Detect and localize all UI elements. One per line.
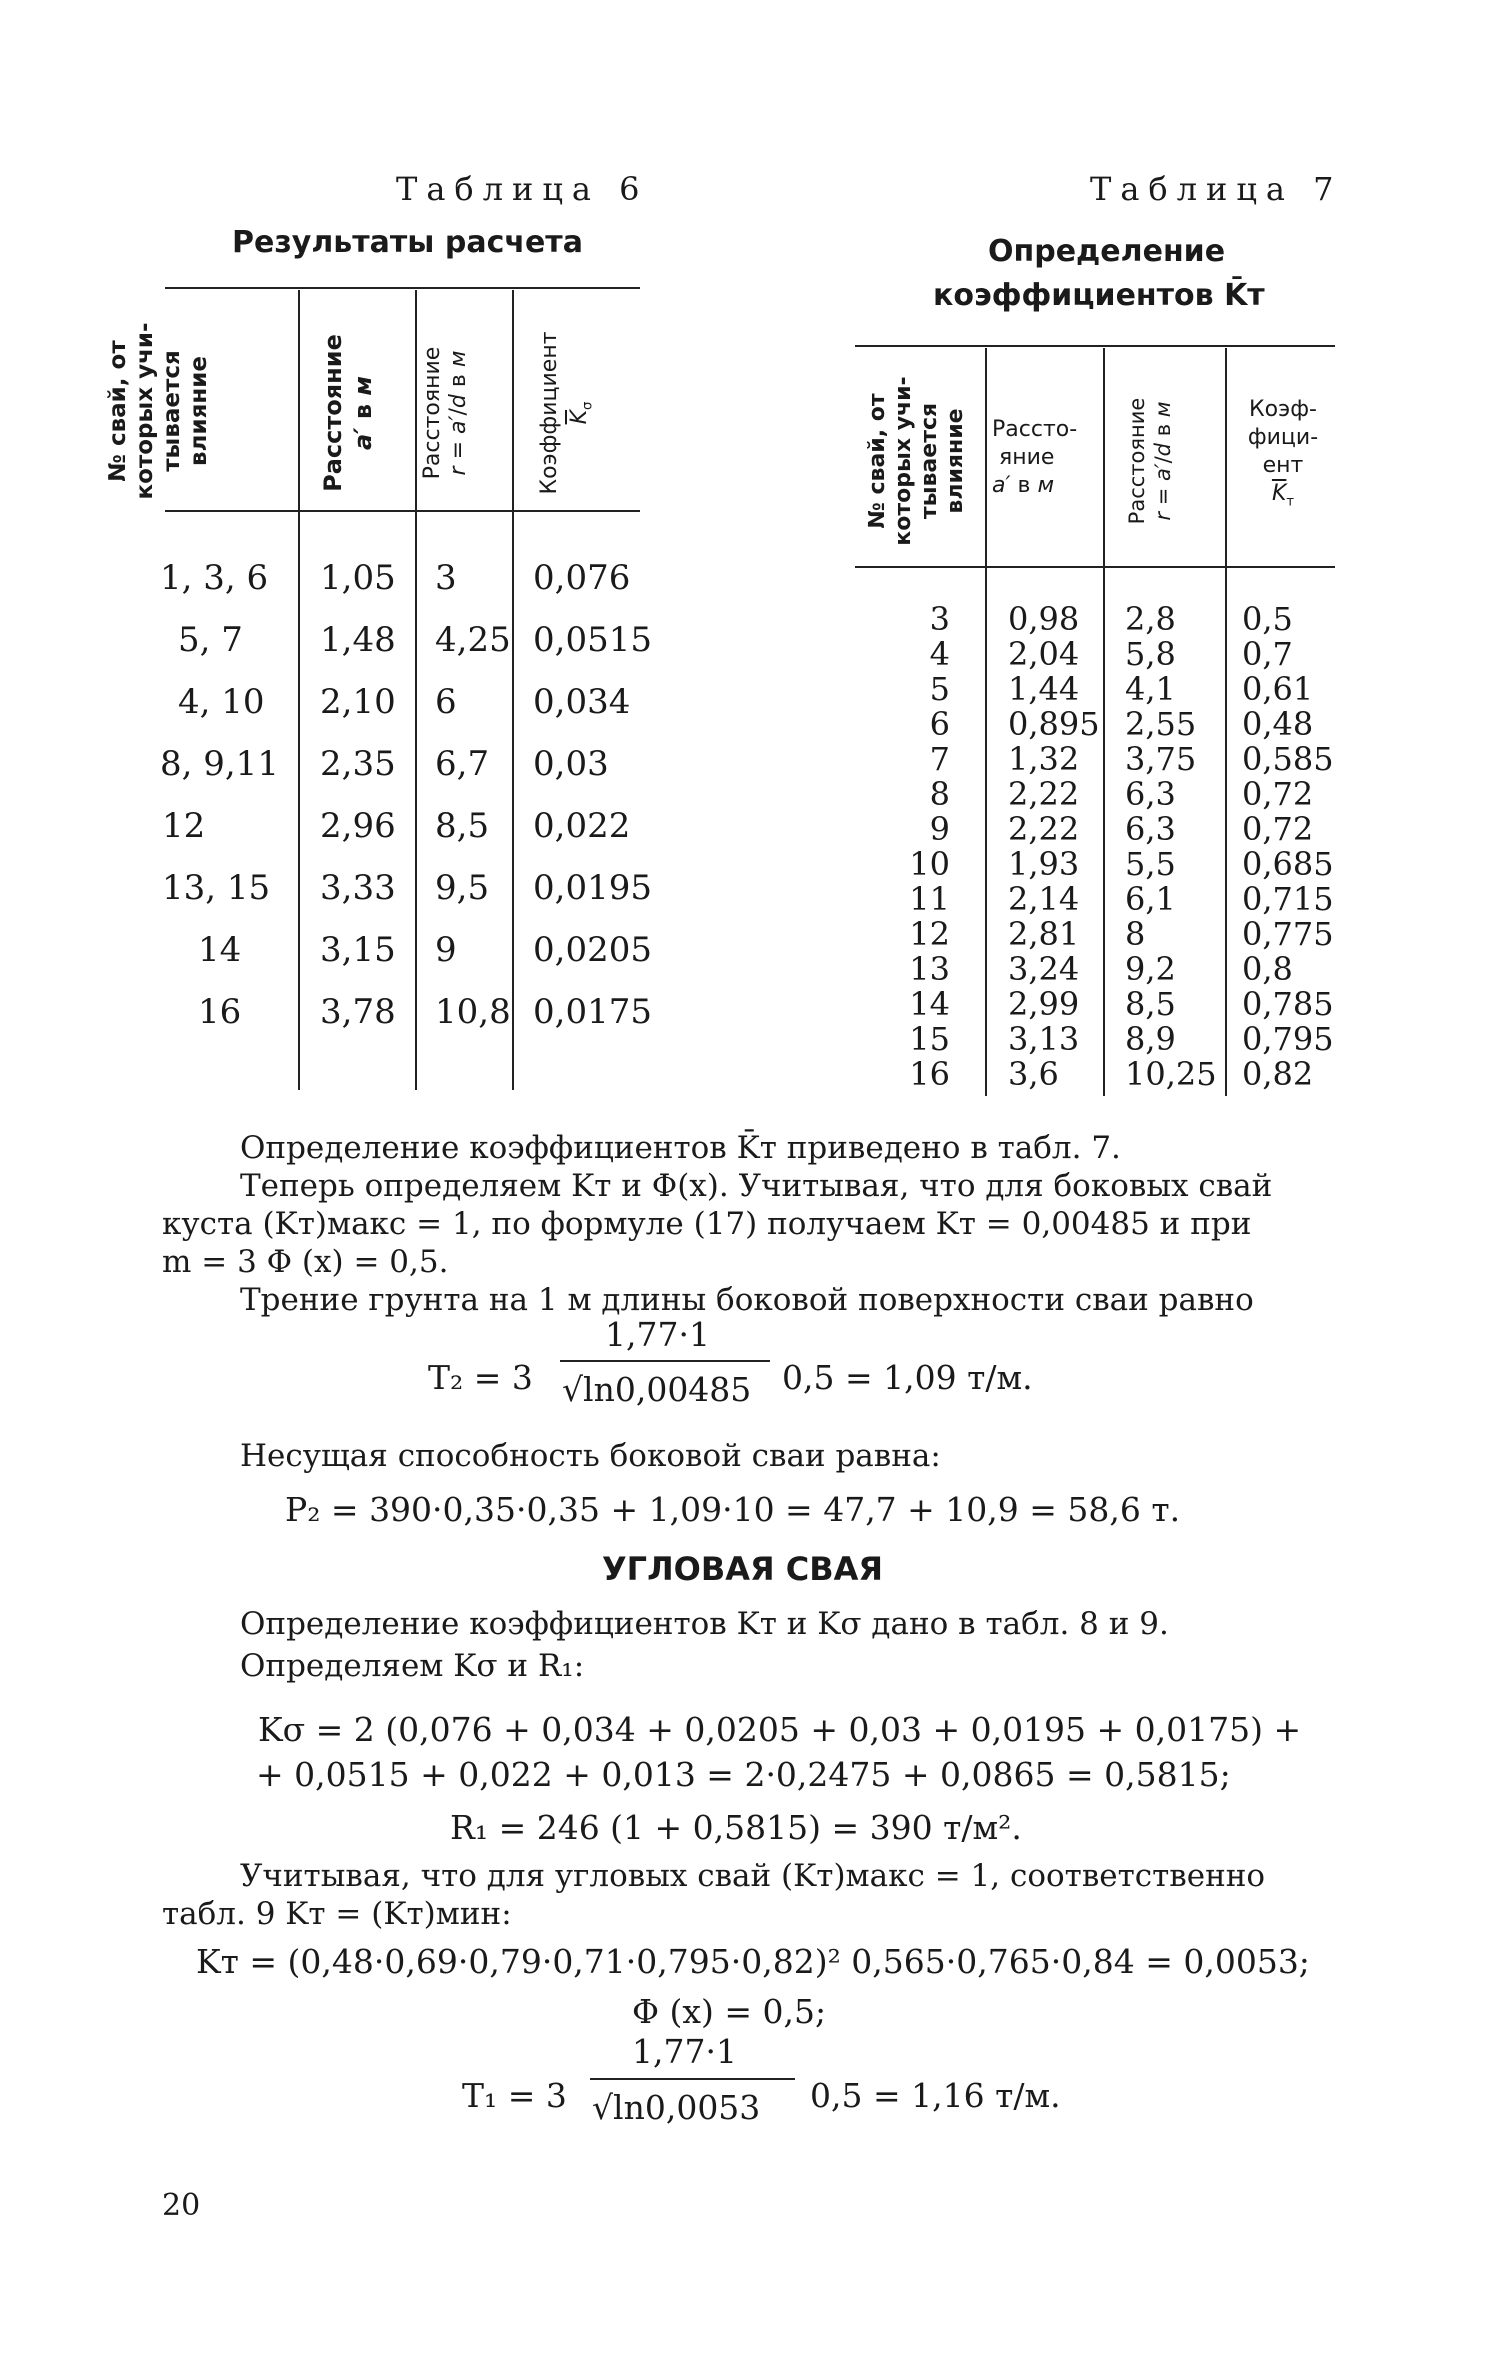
table6-cell: 3,15 xyxy=(320,930,396,970)
table6-cell: 1,48 xyxy=(320,620,396,660)
table6-cell: 3,33 xyxy=(320,868,396,908)
table6-col-divider xyxy=(512,290,514,1090)
table7-cell: 2,81 xyxy=(1008,915,1080,953)
table7-cell: 2,8 xyxy=(1125,600,1176,638)
paragraph: Учитывая, что для угловых свай (Kт)макс = 1, соответственно xyxy=(240,1858,1266,1894)
table6-cell: 9 xyxy=(435,930,457,970)
table7-cell: 3,24 xyxy=(1008,950,1080,988)
table7-cell: 6,3 xyxy=(1125,775,1176,813)
table7-header-rule xyxy=(855,566,1335,568)
table7-col-divider xyxy=(1103,348,1105,1096)
table7-cell: 2,99 xyxy=(1008,985,1080,1023)
paragraph: Теперь определяем Kт и Φ(x). Учитывая, что для боковых свай xyxy=(240,1168,1273,1204)
formula-lhs: T₁ = 3 xyxy=(462,2076,567,2115)
table7-cell: 0,48 xyxy=(1242,705,1314,743)
table7-cell: 3,6 xyxy=(1008,1055,1059,1093)
table6-cell: 0,0205 xyxy=(533,930,652,970)
table6-header-col4: Коэффициент $\overline{K}_\sigma$ xyxy=(537,331,596,495)
section-heading: УГЛОВАЯ СВАЯ xyxy=(602,1550,884,1588)
table7-cell: 0,785 xyxy=(1242,985,1334,1023)
table7-cell: 3 xyxy=(929,600,950,638)
table7-cell: 3,75 xyxy=(1125,740,1197,778)
table7-header-col3: Расстояние r = a′/d в м xyxy=(1125,397,1175,525)
formula-lhs: T₂ = 3 xyxy=(428,1358,533,1397)
formula-denominator: √ln0,0053 xyxy=(592,2088,761,2127)
formula-rhs: 0,5 = 1,09 т/м. xyxy=(782,1358,1033,1397)
table7-cell: 10,25 xyxy=(1125,1055,1217,1093)
table7-cell: 0,895 xyxy=(1008,705,1100,743)
table7-col-divider xyxy=(1225,348,1227,1096)
table7-cell: 1,93 xyxy=(1008,845,1080,883)
table7-cell: 13 xyxy=(909,950,950,988)
table6-cell: 16 xyxy=(198,992,242,1032)
table7-cell: 0,585 xyxy=(1242,740,1334,778)
table6-header-col1: № свай, от которых учи- тывается влияние xyxy=(105,322,212,500)
table6-cell: 3 xyxy=(435,558,457,598)
table7-cell: 4 xyxy=(929,635,950,673)
paragraph: m = 3 Φ (x) = 0,5. xyxy=(162,1244,449,1280)
table7-cell: 12 xyxy=(909,915,950,953)
table6-cell: 2,10 xyxy=(320,682,396,722)
table7-cell: 2,55 xyxy=(1125,705,1197,743)
table6-col-divider xyxy=(415,290,417,1090)
table7-cell: 0,8 xyxy=(1242,950,1293,988)
table7-header-col1: № свай, от которых учи- тывается влияние xyxy=(865,376,968,546)
paragraph: куста (Kт)макс = 1, по формуле (17) получаем Kт = 0,00485 и при xyxy=(162,1206,1252,1242)
table6-cell: 2,35 xyxy=(320,744,396,784)
table6-cell: 8, 9,11 xyxy=(160,744,279,784)
table7-cell: 5,8 xyxy=(1125,635,1176,673)
table6-cell: 13, 15 xyxy=(162,868,271,908)
table7-cell: 14 xyxy=(909,985,950,1023)
table6-header-col3: Расстояние r = a′/d в м xyxy=(420,346,471,480)
table6-cell: 0,0175 xyxy=(533,992,652,1032)
table6-header-col2: Расстояние a′ в м xyxy=(319,334,377,492)
table6-title: Результаты расчета xyxy=(232,225,583,260)
table6-col-divider xyxy=(298,290,300,1090)
paragraph: Трение грунта на 1 м длины боковой поверхности сваи равно xyxy=(240,1282,1254,1318)
table7-cell: 10 xyxy=(909,845,950,883)
table7-cell: 0,775 xyxy=(1242,915,1334,953)
table6-cell: 0,034 xyxy=(533,682,631,722)
table7-cell: 2,04 xyxy=(1008,635,1080,673)
table7-cell: 0,5 xyxy=(1242,600,1293,638)
table7-cell: 11 xyxy=(909,880,950,918)
paragraph: Определение коэффициентов K̄т приведено в табл. 7. xyxy=(240,1130,1121,1166)
formula-rhs: 0,5 = 1,16 т/м. xyxy=(810,2076,1061,2115)
table6-cell: 1,05 xyxy=(320,558,396,598)
table7-cell: 7 xyxy=(929,740,950,778)
table6-top-rule xyxy=(165,287,640,289)
table7-title-line2: коэффициентов K̄т xyxy=(933,278,1265,313)
table6-cell: 4,25 xyxy=(435,620,511,660)
table6-cell: 0,0515 xyxy=(533,620,652,660)
table7-cell: 0,61 xyxy=(1242,670,1314,708)
table7-cell: 0,715 xyxy=(1242,880,1334,918)
table7-cell: 0,82 xyxy=(1242,1055,1314,1093)
table7-title-line1: Определение xyxy=(988,234,1226,269)
table7-cell: 8 xyxy=(1125,915,1146,953)
table7-cell: 9 xyxy=(929,810,950,848)
table6-cell: 8,5 xyxy=(435,806,490,846)
table7-cell: 6 xyxy=(929,705,950,743)
table7-header-col2: Рассто- яние a′ в м xyxy=(992,417,1078,498)
table7-top-rule xyxy=(855,345,1335,347)
table6-cell: 0,022 xyxy=(533,806,631,846)
table7-cell: 0,72 xyxy=(1242,810,1314,848)
formula: Kт = (0,48·0,69·0,79·0,71·0,795·0,82)² 0,565·0,765·0,84 = 0,0053; xyxy=(196,1942,1310,1981)
table7-header-col4: Коэф- фици- ент $\overline{K}_т$ xyxy=(1247,397,1319,510)
table7-cell: 2,22 xyxy=(1008,775,1080,813)
table6-cell: 6 xyxy=(435,682,457,722)
formula: R₁ = 246 (1 + 0,5815) = 390 т/м². xyxy=(450,1808,1022,1847)
table7-cell: 8,5 xyxy=(1125,985,1176,1023)
table6-cell: 14 xyxy=(198,930,242,970)
paragraph: Определение коэффициентов Kт и Kσ дано в табл. 8 и 9. xyxy=(240,1606,1169,1642)
table7-cell: 8 xyxy=(929,775,950,813)
table7-cell: 0,72 xyxy=(1242,775,1314,813)
table7-cell: 5 xyxy=(929,670,950,708)
table7-cell: 1,32 xyxy=(1008,740,1080,778)
formula: Φ (x) = 0,5; xyxy=(632,1992,827,2031)
table7-cell: 1,44 xyxy=(1008,670,1080,708)
table6-cell: 0,076 xyxy=(533,558,631,598)
table6-cell: 3,78 xyxy=(320,992,396,1032)
table7-cell: 0,795 xyxy=(1242,1020,1334,1058)
table7-cell: 9,2 xyxy=(1125,950,1176,988)
page-number: 20 xyxy=(162,2188,201,2223)
table7-cell: 5,5 xyxy=(1125,845,1176,883)
table7-cell: 16 xyxy=(909,1055,950,1093)
table7-caption: Таблица 7 xyxy=(1090,170,1343,208)
table7-cell: 6,3 xyxy=(1125,810,1176,848)
table7-cell: 8,9 xyxy=(1125,1020,1176,1058)
formula-denominator: √ln0,00485 xyxy=(562,1370,752,1409)
table7-cell: 3,13 xyxy=(1008,1020,1080,1058)
table7-cell: 2,22 xyxy=(1008,810,1080,848)
table6-cell: 0,0195 xyxy=(533,868,652,908)
formula: + 0,0515 + 0,022 + 0,013 = 2·0,2475 + 0,0865 = 0,5815; xyxy=(256,1755,1231,1794)
table6-cell: 5, 7 xyxy=(178,620,243,660)
table7-cell: 6,1 xyxy=(1125,880,1176,918)
fraction-bar xyxy=(590,2078,795,2080)
fraction-bar xyxy=(560,1360,770,1362)
formula: Kσ = 2 (0,076 + 0,034 + 0,0205 + 0,03 + 0,0195 + 0,0175) + xyxy=(258,1710,1302,1749)
table6-cell: 4, 10 xyxy=(178,682,265,722)
formula-numerator: 1,77·1 xyxy=(632,2032,737,2071)
table7-cell: 0,7 xyxy=(1242,635,1293,673)
formula: P₂ = 390·0,35·0,35 + 1,09·10 = 47,7 + 10,9 = 58,6 т. xyxy=(285,1490,1181,1529)
paragraph: Несущая способность боковой сваи равна: xyxy=(240,1438,941,1474)
table6-cell: 9,5 xyxy=(435,868,490,908)
table7-col-divider xyxy=(985,348,987,1096)
table7-cell: 2,14 xyxy=(1008,880,1080,918)
table7-cell: 4,1 xyxy=(1125,670,1176,708)
paragraph: Определяем Kσ и R₁: xyxy=(240,1648,585,1684)
table7-cell: 0,98 xyxy=(1008,600,1080,638)
table6-cell: 12 xyxy=(162,806,206,846)
table6-cell: 1, 3, 6 xyxy=(160,558,269,598)
paragraph: табл. 9 Kт = (Kт)мин: xyxy=(162,1896,512,1932)
table6-cell: 0,03 xyxy=(533,744,609,784)
table6-cell: 10,8 xyxy=(435,992,511,1032)
table6-cell: 2,96 xyxy=(320,806,396,846)
table6-cell: 6,7 xyxy=(435,744,490,784)
table7-cell: 15 xyxy=(909,1020,950,1058)
table7-cell: 0,685 xyxy=(1242,845,1334,883)
formula-numerator: 1,77·1 xyxy=(605,1315,710,1354)
table6-caption: Таблица 6 xyxy=(396,170,649,208)
